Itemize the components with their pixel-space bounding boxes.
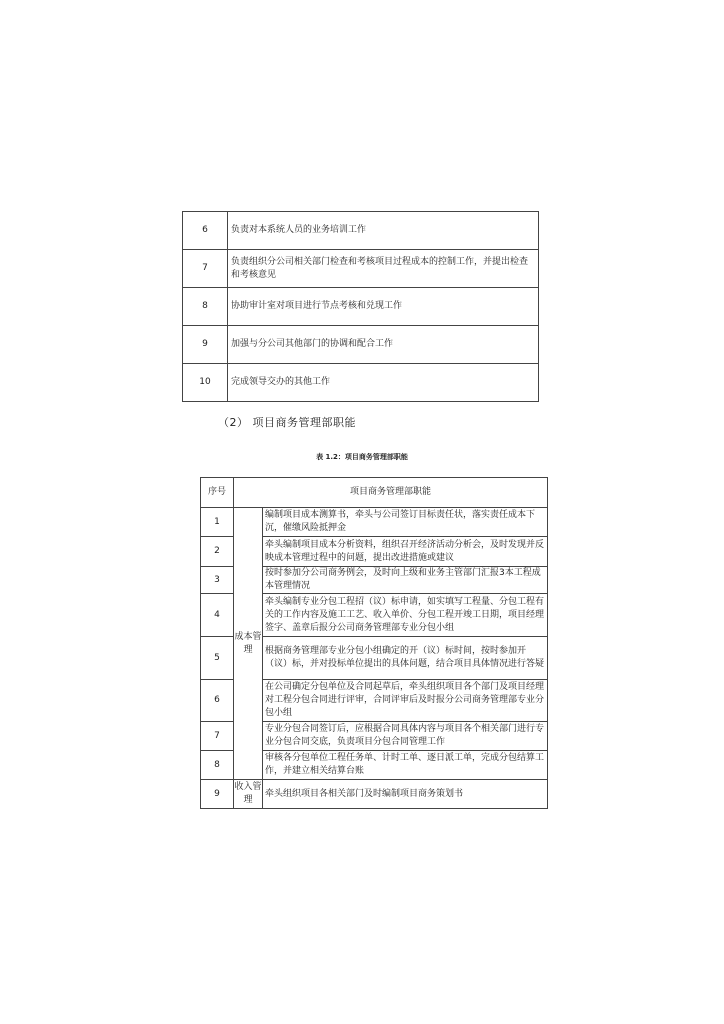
row-number: 9 <box>183 326 228 364</box>
table-row <box>201 508 548 537</box>
row-number: 10 <box>183 364 228 402</box>
row-text: 牵头编制专业分包工程招（议）标申请，如实填写工程量、分包工程有关的工作内容及施工工艺、收入单价、分包工程开竣工日期，项目经理签字、盖章后报分公司商务管理部专业分包小组 <box>263 594 548 637</box>
row-number: 8 <box>201 751 234 780</box>
row-number: 2 <box>201 537 234 567</box>
row-text: 完成领导交办的其他工作 <box>228 364 539 402</box>
row-text: 专业分包合同签订后，应根据合同具体内容与项目各个相关部门进行专业分包合同交底，负责项目分包合同管理工作 <box>263 722 548 751</box>
category-income-management: 收入管理 <box>234 780 263 809</box>
table-row <box>183 326 539 364</box>
row-text: 按时参加分公司商务例会，及时向上级和业务主管部门汇报3本工程成本管理情况 <box>263 567 548 594</box>
row-number: 6 <box>183 212 228 250</box>
row-text: 负责组织分公司相关部门检查和考核项目过程成本的控制工作，并提出检查和考核意见 <box>228 250 539 288</box>
table-row <box>183 288 539 326</box>
row-text: 协助审计室对项目进行节点考核和兑现工作 <box>228 288 539 326</box>
row-number: 8 <box>183 288 228 326</box>
commerce-dept-duties-table <box>200 477 548 809</box>
category-cost-management: 成本管理 <box>234 508 263 780</box>
row-text: 加强与分公司其他部门的协调和配合工作 <box>228 326 539 364</box>
header-number: 序号 <box>201 478 234 508</box>
row-text: 负责对本系统人员的业务培训工作 <box>228 212 539 250</box>
table-caption: 表 1.2：项目商务管理部职能 <box>316 453 408 461</box>
header-title: 项目商务管理部职能 <box>234 478 548 508</box>
row-number: 9 <box>201 780 234 809</box>
row-text: 审核各分包单位工程任务单、计时工单、逐日派工单，完成分包结算工作，并建立相关结算台账 <box>263 751 548 780</box>
row-text: 编制项目成本测算书，牵头与公司签订目标责任状，落实责任成本下沉，催缴风险抵押金 <box>263 508 548 537</box>
row-text: 在公司确定分包单位及合同起草后，牵头组织项目各个部门及项目经理对工程分包合同进行评审，合同评审后及时报分公司商务管理部专业分包小组 <box>263 680 548 722</box>
table-row <box>183 364 539 402</box>
table-row <box>201 780 548 809</box>
row-text: 牵头组织项目各相关部门及时编制项目商务策划书 <box>263 780 548 809</box>
row-number: 4 <box>201 594 234 637</box>
table-row <box>183 212 539 250</box>
row-number: 6 <box>201 680 234 722</box>
row-number: 7 <box>201 722 234 751</box>
row-number: 1 <box>201 508 234 537</box>
row-text: 根据商务管理部专业分包小组确定的开（议）标时间，按时参加开（议）标，并对投标单位提出的具体问题，结合项目具体情况进行答疑 <box>263 637 548 680</box>
duties-table-continued <box>182 211 539 402</box>
row-number: 5 <box>201 637 234 680</box>
row-number: 7 <box>183 250 228 288</box>
table-header-row <box>201 478 548 508</box>
table-row <box>183 250 539 288</box>
row-number: 3 <box>201 567 234 594</box>
section-heading: （2） 项目商务管理部职能 <box>218 416 356 429</box>
row-text: 牵头编制项目成本分析资料，组织召开经济活动分析会，及时发现并反映成本管理过程中的问题，提出改进措施或建议 <box>263 537 548 567</box>
